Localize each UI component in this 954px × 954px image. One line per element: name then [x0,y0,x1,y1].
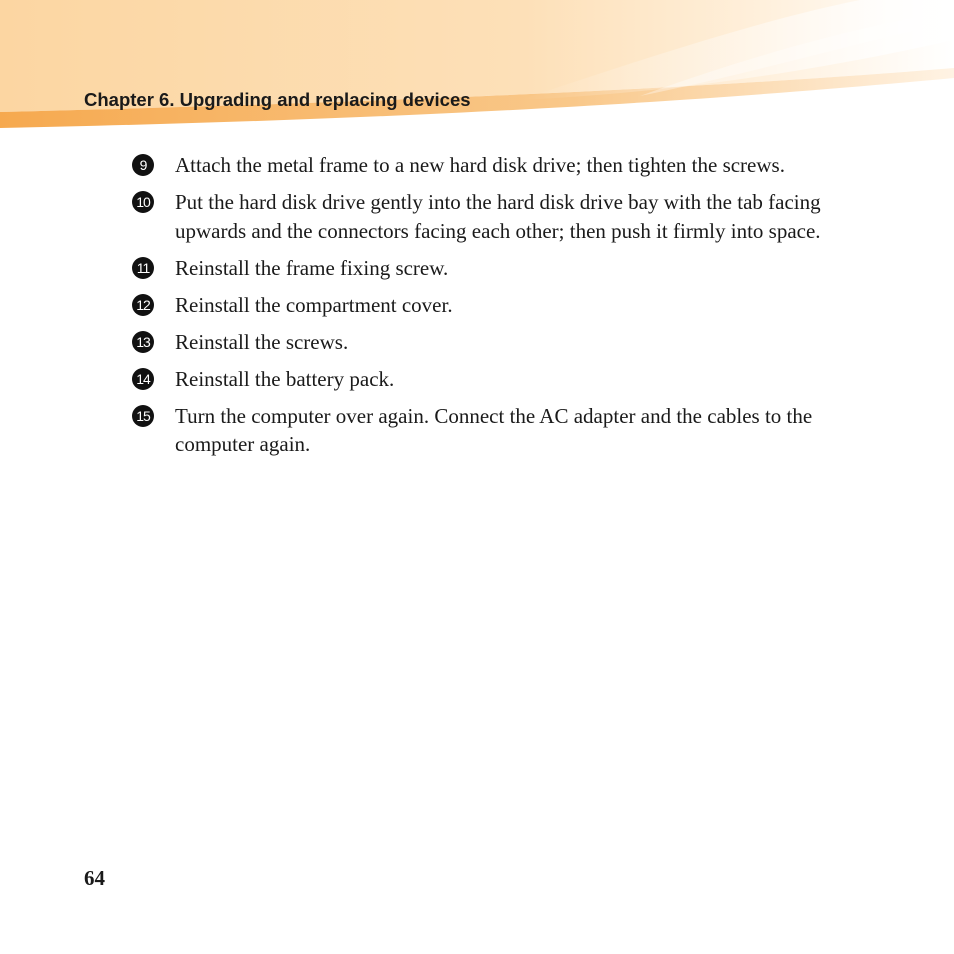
step-item [132,365,852,394]
step-text: Attach the metal frame to a new hard disk drive; then tighten the screws. [175,153,785,177]
step-number-badge: 9 [132,154,154,176]
step-text: Turn the computer over again. Connect the AC adapter and the cables to the computer again. [175,403,813,456]
step-text: Reinstall the battery pack. [175,366,395,391]
step-item [132,254,852,283]
step-item [132,402,852,459]
step-number-badge: 12 [132,294,154,316]
step-number-badge: 10 [132,191,154,213]
chapter-title: Chapter 6. Upgrading and replacing devices [84,89,471,110]
step-item [132,328,852,357]
step-number-badge: 14 [132,368,154,390]
step-text: Put the hard disk drive gently into the hard disk drive bay with the tab facing upwards and the connectors facing each other; then push it firmly into space. [175,190,821,243]
step-list [132,151,852,467]
step-item [132,291,852,320]
page-number: 64 [84,866,105,890]
step-number-badge: 13 [132,331,154,353]
step-text: Reinstall the frame fixing screw. [175,255,449,280]
step-number-badge: 11 [132,257,154,279]
step-item [132,151,852,180]
step-text: Reinstall the compartment cover. [175,292,453,317]
step-item [132,188,852,245]
step-text: Reinstall the screws. [175,329,349,354]
step-number-badge: 15 [132,405,154,427]
